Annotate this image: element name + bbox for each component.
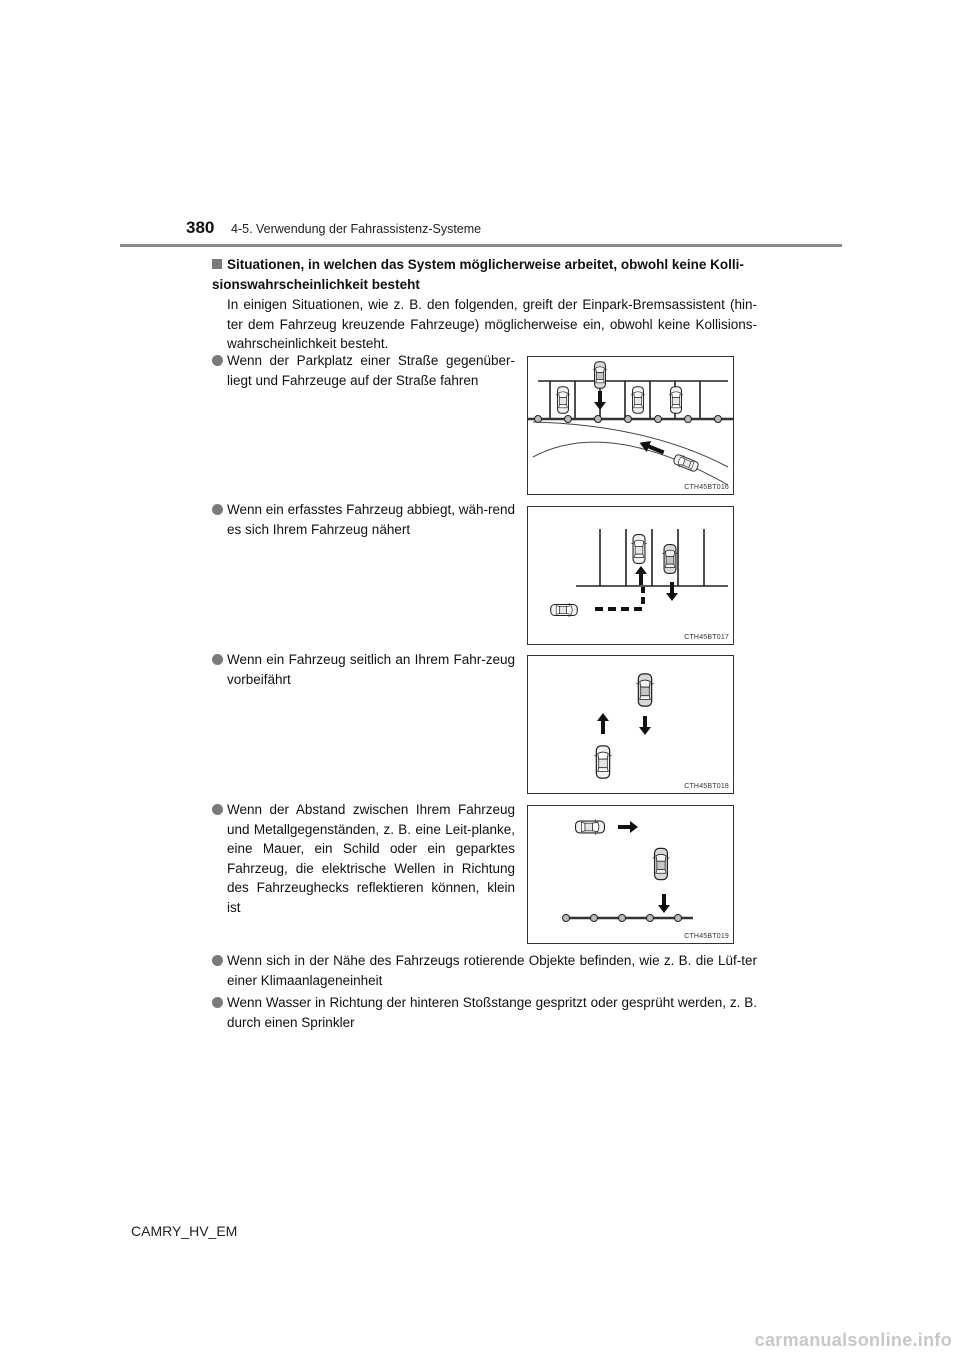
illustration-passing-vehicle xyxy=(527,655,734,794)
passing-car-icon xyxy=(594,746,611,778)
footer-model-code: CAMRY_HV_EM xyxy=(131,1223,238,1239)
bullet-text: Wenn der Parkplatz einer Straße gegenüber-liegt und Fahrzeuge auf der Straße fahren xyxy=(227,353,515,388)
page-number: 380 xyxy=(186,218,215,237)
own-car-icon xyxy=(593,362,607,389)
bullet-dot-icon xyxy=(212,504,223,515)
turning-vehicle-diagram xyxy=(528,507,733,644)
figure-code: CTH45BT017 xyxy=(684,634,729,641)
bullet-item xyxy=(212,993,757,1032)
passing-car-icon xyxy=(672,452,700,473)
heading-text: Situationen, in welchen das System möglicherweise arbeitet, obwohl keine Kolli-sionswahrscheinlichkeit besteht xyxy=(212,257,744,292)
figure-code: CTH45BT016 xyxy=(684,484,729,491)
bullet-text: Wenn ein erfasstes Fahrzeug abbiegt, wäh-rend es sich Ihrem Fahrzeug nähert xyxy=(227,502,515,537)
bullet-item xyxy=(212,800,515,917)
bullet-dot-icon xyxy=(212,804,223,815)
bullet-dot-icon xyxy=(212,654,223,665)
own-car-icon xyxy=(653,848,670,879)
bullet-text: Wenn Wasser in Richtung der hinteren Stoßstange gespritzt oder gesprüht werden, z. B. durch einen Sprinkler xyxy=(227,995,757,1030)
side-car-icon xyxy=(576,819,605,834)
crossing-car-icon xyxy=(551,603,578,617)
parking-road-diagram xyxy=(528,357,733,494)
bullet-item xyxy=(212,650,515,689)
bullet-item xyxy=(212,351,515,390)
bullet-dot-icon xyxy=(212,355,223,366)
watermark: carmanualsonline.info xyxy=(754,1330,952,1350)
square-bullet-icon xyxy=(212,259,222,269)
own-car-icon xyxy=(636,674,653,706)
section-heading xyxy=(212,255,757,295)
bullet-text: Wenn ein Fahrzeug seitlich an Ihrem Fahr-zeug vorbeifährt xyxy=(227,652,515,687)
passing-vehicle-diagram xyxy=(528,656,733,793)
section-title: 4-5. Verwendung der Fahrassistenz-Systeme xyxy=(231,222,482,236)
bullet-text: Wenn sich in der Nähe des Fahrzeugs rotierende Objekte befinden, wie z. B. die Lüf-ter einer Klimaanlageneinheit xyxy=(227,953,757,988)
metal-objects-diagram xyxy=(528,806,733,943)
figure-code: CTH45BT019 xyxy=(684,933,729,940)
bullet-dot-icon xyxy=(212,955,223,966)
bullet-item xyxy=(212,500,515,539)
bullet-dot-icon xyxy=(212,997,223,1008)
header-divider xyxy=(120,244,842,247)
illustration-turning-vehicle xyxy=(527,506,734,645)
illustration-parking-opposite-road xyxy=(527,356,734,495)
own-car-icon xyxy=(662,545,677,574)
figure-code: CTH45BT018 xyxy=(684,783,729,790)
bullet-item xyxy=(212,951,757,990)
bullet-text: Wenn der Abstand zwischen Ihrem Fahrzeug und Metallgegenständen, z. B. eine Leit-planke, eine Mauer, ein Schild oder ein geparktes Fahrzeug, die elektrische Wellen in Richtung des Fahrzeughecks reflektieren können, klein ist xyxy=(227,802,515,915)
illustration-metal-objects xyxy=(527,805,734,944)
intro-paragraph: In einigen Situationen, wie z. B. den folgenden, greift der Einpark-Bremsassistent (hin-ter dem Fahrzeug kreuzende Fahrzeuge) möglicherweise ein, obwohl keine Kollisions-wahrscheinlichkeit besteht. xyxy=(227,297,757,351)
